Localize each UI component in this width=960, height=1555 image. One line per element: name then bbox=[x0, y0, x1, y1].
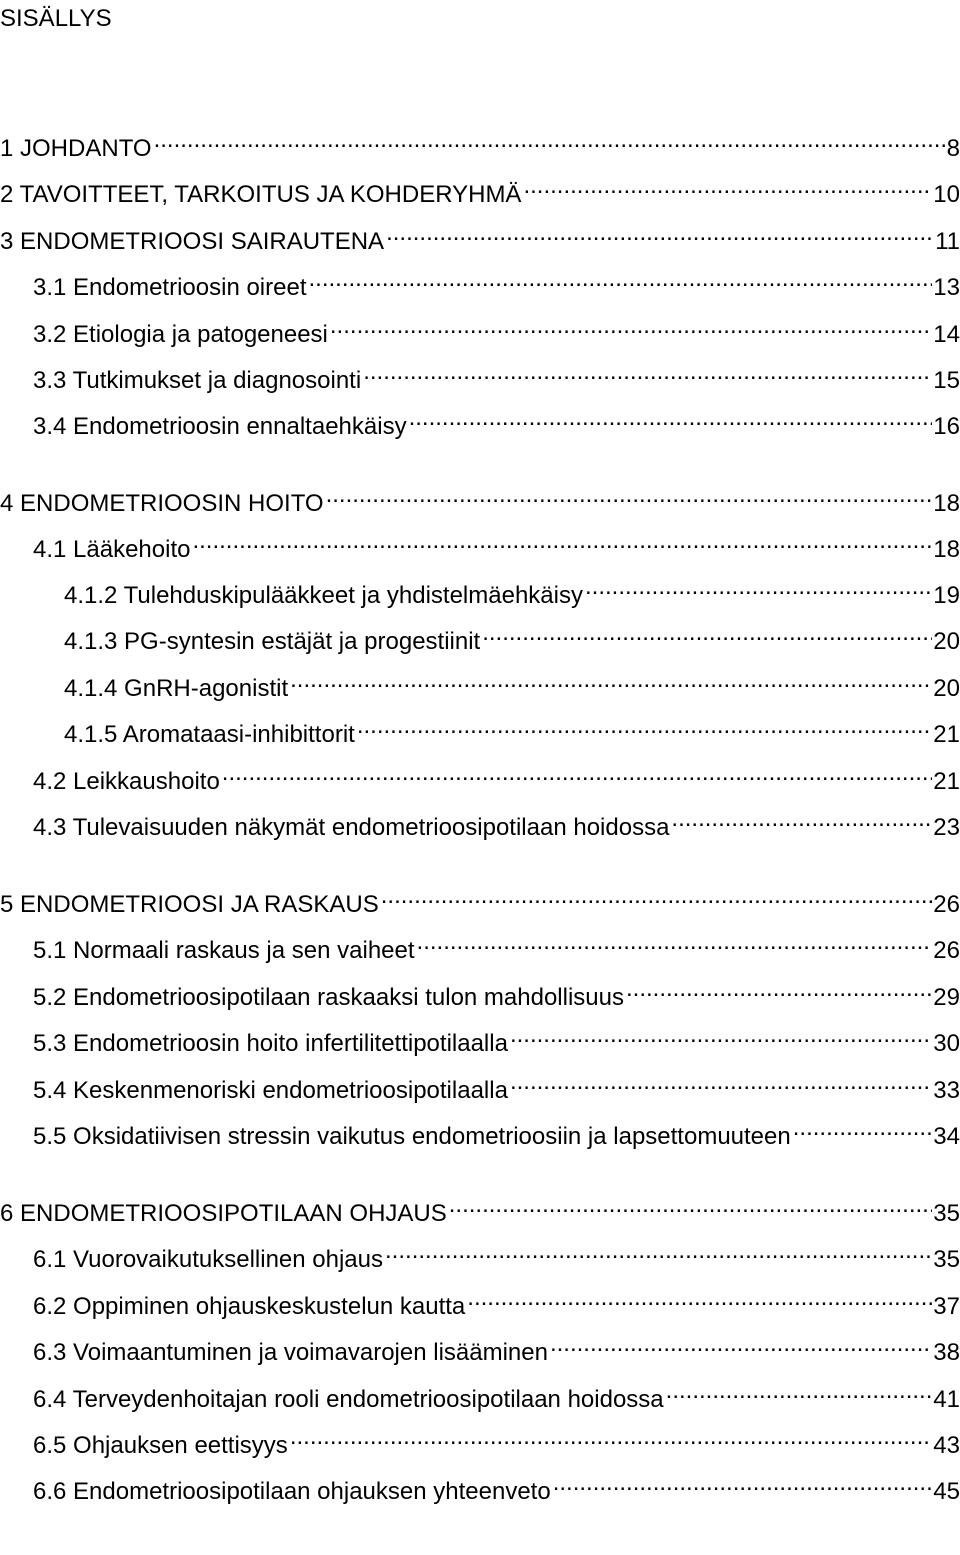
dot-leader bbox=[671, 803, 932, 835]
toc-entry-page-number: 18 bbox=[933, 490, 960, 517]
toc-entry-page-number: 15 bbox=[933, 367, 960, 394]
toc-entry-page-number: 33 bbox=[933, 1077, 960, 1104]
toc-entry[interactable] bbox=[33, 1235, 960, 1273]
toc-entry-page-number: 30 bbox=[933, 1030, 960, 1057]
toc-entry-page-number: 37 bbox=[933, 1293, 960, 1320]
toc-entry-label: 3 ENDOMETRIOOSI SAIRAUTENA bbox=[0, 228, 385, 255]
toc-entry-label: 5.1 Normaali raskaus ja sen vaiheet bbox=[33, 937, 415, 964]
dot-leader bbox=[154, 124, 946, 156]
toc-entry-page-number: 11 bbox=[935, 228, 960, 255]
page-title: SISÄLLYS bbox=[0, 5, 112, 32]
toc-entry[interactable] bbox=[0, 170, 960, 208]
dot-leader bbox=[793, 1112, 933, 1144]
toc-entry-label: 4 ENDOMETRIOOSIN HOITO bbox=[0, 490, 324, 517]
dot-leader bbox=[357, 710, 932, 742]
dot-leader bbox=[363, 356, 932, 388]
toc-entry[interactable] bbox=[0, 479, 960, 517]
toc-entry-label: 6.6 Endometrioosipotilaan ohjauksen yhteenveto bbox=[33, 1478, 551, 1505]
dot-leader bbox=[417, 926, 933, 958]
toc-entry[interactable] bbox=[33, 803, 960, 841]
toc-entry[interactable] bbox=[33, 356, 960, 394]
toc-entry-label: 5.4 Keskenmenoriski endometrioosipotilaalla bbox=[33, 1077, 508, 1104]
toc-entry-label: 6.3 Voimaantuminen ja voimavarojen lisääminen bbox=[33, 1339, 548, 1366]
toc-entry-label: 5.2 Endometrioosipotilaan raskaaksi tulon mahdollisuus bbox=[33, 984, 624, 1011]
toc-entry-page-number: 10 bbox=[933, 181, 960, 208]
toc-entry-label: 3.1 Endometrioosin oireet bbox=[33, 274, 307, 301]
dot-leader bbox=[222, 757, 933, 789]
toc-entry[interactable] bbox=[33, 1019, 960, 1057]
dot-leader bbox=[381, 880, 933, 912]
dot-leader bbox=[585, 571, 932, 603]
dot-leader bbox=[626, 973, 932, 1005]
dot-leader bbox=[449, 1189, 933, 1221]
toc-entry-page-number: 29 bbox=[933, 984, 960, 1011]
toc-entry[interactable] bbox=[33, 1066, 960, 1104]
dot-leader bbox=[330, 310, 932, 342]
toc-entry-page-number: 35 bbox=[933, 1246, 960, 1273]
dot-leader bbox=[386, 217, 934, 249]
toc-entry-page-number: 14 bbox=[933, 321, 960, 348]
toc-entry[interactable] bbox=[33, 1421, 960, 1459]
toc-entry-label: 5 ENDOMETRIOOSI JA RASKAUS bbox=[0, 891, 379, 918]
toc-entry-label: 3.2 Etiologia ja patogeneesi bbox=[33, 321, 328, 348]
toc-entry-page-number: 21 bbox=[933, 768, 960, 795]
toc-entry[interactable] bbox=[64, 571, 960, 609]
toc-entry-page-number: 45 bbox=[933, 1478, 960, 1505]
toc-entry-page-number: 8 bbox=[946, 135, 960, 162]
toc-entry[interactable] bbox=[0, 880, 960, 918]
toc-entry-label: 4.1 Lääkehoito bbox=[33, 536, 191, 563]
toc-entry[interactable] bbox=[33, 263, 960, 301]
toc-entry-page-number: 16 bbox=[933, 413, 960, 440]
dot-leader bbox=[326, 479, 933, 511]
toc-entry[interactable] bbox=[0, 217, 960, 255]
toc-entry-page-number: 26 bbox=[933, 891, 960, 918]
dot-leader bbox=[309, 263, 933, 295]
toc-entry[interactable] bbox=[33, 926, 960, 964]
toc-entry[interactable] bbox=[64, 664, 960, 702]
toc-entry-page-number: 23 bbox=[933, 814, 960, 841]
toc-entry-label: 4.1.4 GnRH-agonistit bbox=[64, 675, 289, 702]
toc-entry-label: 4.2 Leikkaushoito bbox=[33, 768, 220, 795]
toc-entry[interactable] bbox=[0, 1189, 960, 1227]
toc-entry[interactable] bbox=[33, 757, 960, 795]
dot-leader bbox=[523, 170, 932, 202]
toc-entry[interactable] bbox=[33, 402, 960, 440]
dot-leader bbox=[510, 1019, 932, 1051]
toc-entry-label: 4.1.2 Tulehduskipulääkkeet ja yhdistelmäehkäisy bbox=[64, 582, 583, 609]
toc-entry-label: 6.1 Vuorovaikutuksellinen ohjaus bbox=[33, 1246, 384, 1273]
dot-leader bbox=[385, 1235, 932, 1267]
toc-entry-label: 1 JOHDANTO bbox=[0, 135, 152, 162]
toc-entry-page-number: 19 bbox=[933, 582, 960, 609]
toc-entry-page-number: 38 bbox=[933, 1339, 960, 1366]
toc-entry-page-number: 20 bbox=[933, 675, 960, 702]
dot-leader bbox=[550, 1328, 932, 1360]
toc-entry[interactable] bbox=[33, 1375, 960, 1413]
toc-entry-page-number: 26 bbox=[933, 937, 960, 964]
toc-entry-page-number: 21 bbox=[933, 721, 960, 748]
toc-entry[interactable] bbox=[33, 1467, 960, 1505]
dot-leader bbox=[666, 1375, 933, 1407]
toc-entry-label: 4.1.5 Aromataasi-inhibittorit bbox=[64, 721, 355, 748]
toc-entry[interactable] bbox=[33, 973, 960, 1011]
toc-entry-label: 3.4 Endometrioosin ennaltaehkäisy bbox=[33, 413, 407, 440]
toc-entry[interactable] bbox=[33, 1328, 960, 1366]
dot-leader bbox=[482, 617, 932, 649]
toc-entry-label: 2 TAVOITTEET, TARKOITUS JA KOHDERYHMÄ bbox=[0, 181, 522, 208]
toc-entry[interactable] bbox=[33, 1112, 960, 1150]
dot-leader bbox=[467, 1282, 932, 1314]
toc-entry[interactable] bbox=[64, 710, 960, 748]
toc-entry[interactable] bbox=[64, 617, 960, 655]
toc-entry[interactable] bbox=[33, 310, 960, 348]
toc-entry-label: 6 ENDOMETRIOOSIPOTILAAN OHJAUS bbox=[0, 1200, 447, 1227]
dot-leader bbox=[510, 1066, 932, 1098]
toc-entry-page-number: 13 bbox=[933, 274, 960, 301]
toc-entry[interactable] bbox=[33, 525, 960, 563]
toc-entry-label: 6.4 Terveydenhoitajan rooli endometrioosipotilaan hoidossa bbox=[33, 1386, 664, 1413]
toc-entry-label: 6.5 Ohjauksen eettisyys bbox=[33, 1432, 288, 1459]
toc-entry-page-number: 20 bbox=[933, 628, 960, 655]
toc-entry-label: 4.3 Tulevaisuuden näkymät endometrioosipotilaan hoidossa bbox=[33, 814, 670, 841]
toc-entry-label: 4.1.3 PG-syntesin estäjät ja progestiinit bbox=[64, 628, 481, 655]
toc-entry-label: 5.5 Oksidatiivisen stressin vaikutus endometrioosiin ja lapsettomuuteen bbox=[33, 1123, 791, 1150]
toc-entry-label: 6.2 Oppiminen ohjauskeskustelun kautta bbox=[33, 1293, 466, 1320]
toc-entry-page-number: 43 bbox=[933, 1432, 960, 1459]
dot-leader bbox=[553, 1467, 933, 1499]
toc-entry-page-number: 18 bbox=[933, 536, 960, 563]
dot-leader bbox=[192, 525, 932, 557]
toc-entry-page-number: 41 bbox=[933, 1386, 960, 1413]
toc-entry-label: 3.3 Tutkimukset ja diagnosointi bbox=[33, 367, 362, 394]
toc-entry-page-number: 34 bbox=[933, 1123, 960, 1150]
dot-leader bbox=[290, 1421, 932, 1453]
dot-leader bbox=[290, 664, 932, 696]
toc-entry-label: 5.3 Endometrioosin hoito infertilitettipotilaalla bbox=[33, 1030, 508, 1057]
toc-entry[interactable] bbox=[0, 124, 960, 162]
dot-leader bbox=[409, 402, 933, 434]
toc-entry[interactable] bbox=[33, 1282, 960, 1320]
toc-entry-page-number: 35 bbox=[933, 1200, 960, 1227]
